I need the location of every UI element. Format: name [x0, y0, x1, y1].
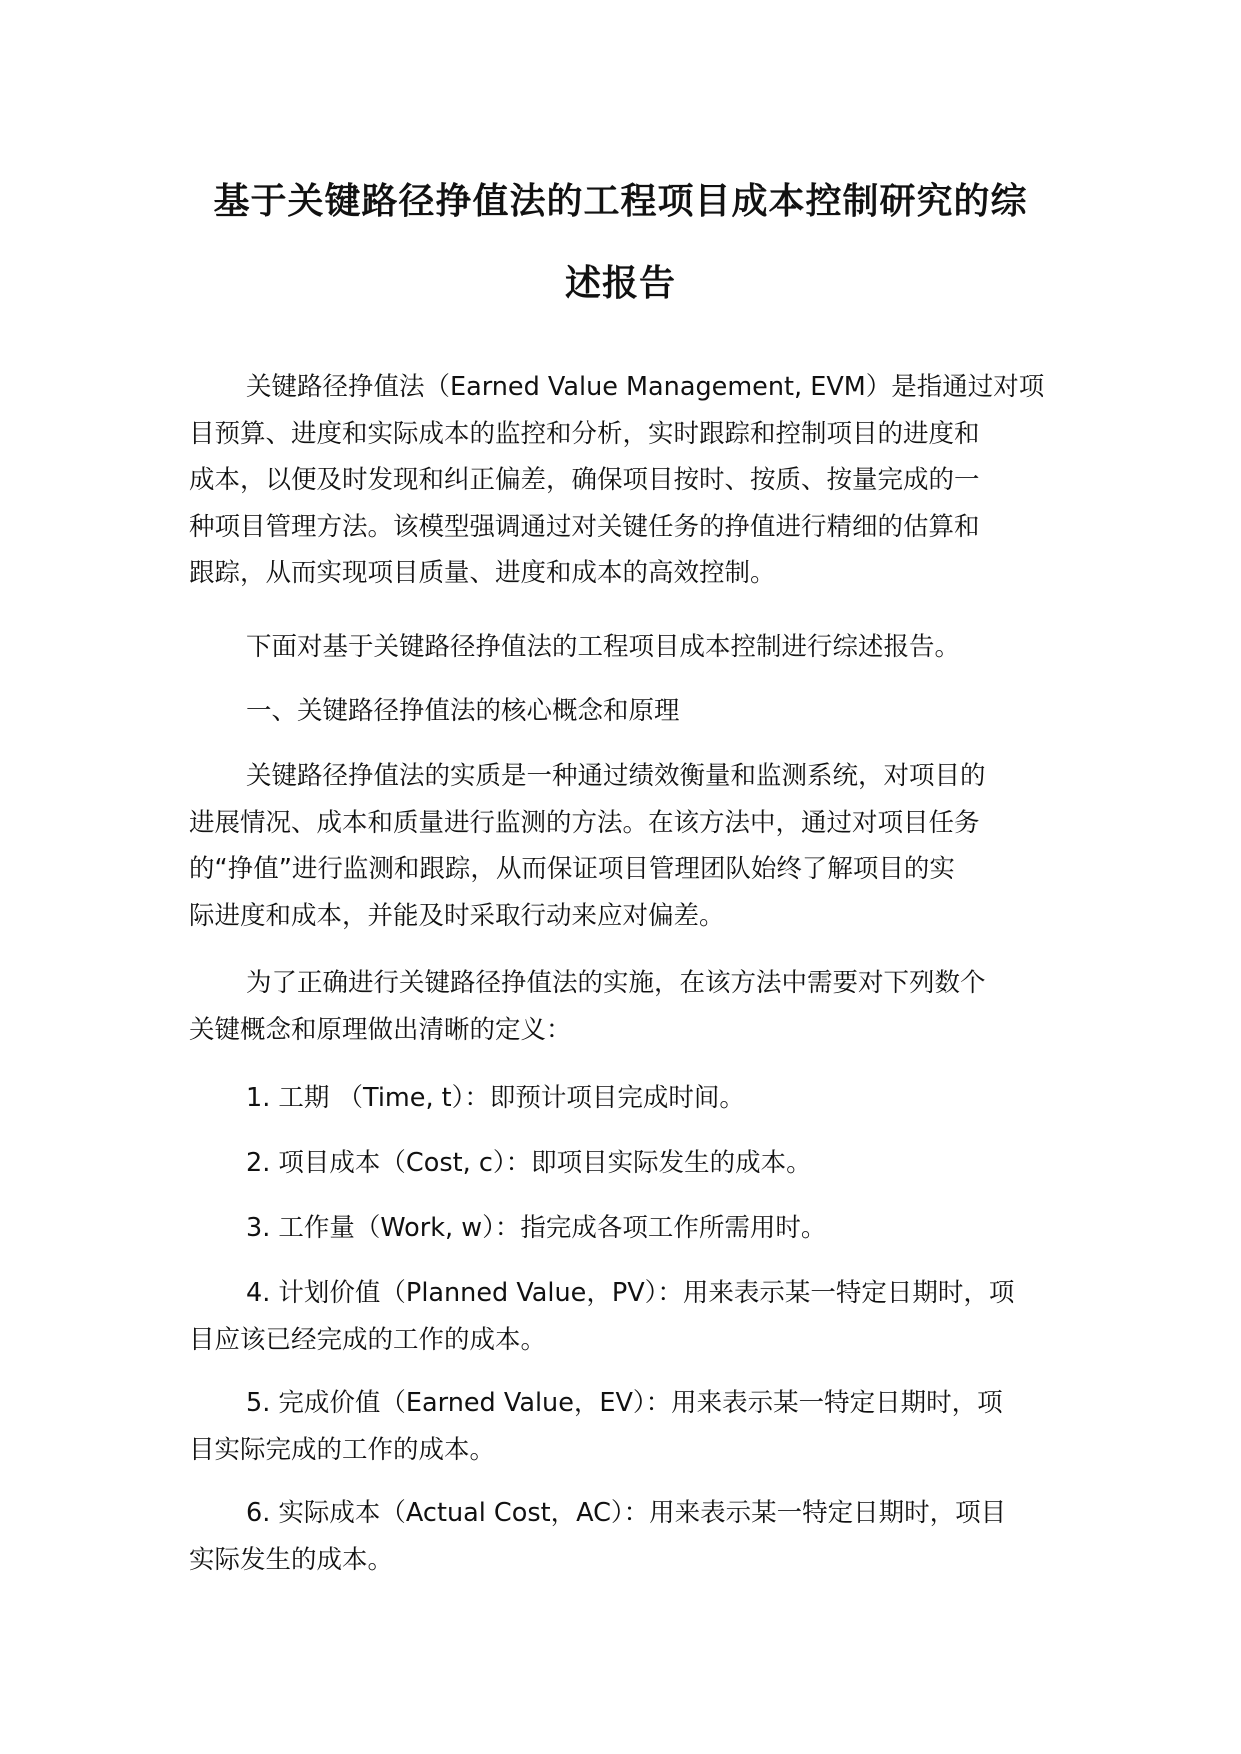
text-line: 跟踪，从而实现项目质量、进度和成本的高效控制。 — [189, 558, 776, 588]
list-item-cost — [189, 1140, 1049, 1187]
text-line: 3. 工作量（Work, w）：指完成各项工作所需用时。 — [246, 1213, 827, 1243]
text-line: 2. 项目成本（Cost, c）：即项目实际发生的成本。 — [246, 1148, 812, 1178]
text-line: 际进度和成本，并能及时采取行动来应对偏差。 — [189, 900, 725, 931]
text-line: 下面对基于关键路径挣值法的工程项目成本控制进行综述报告。 — [246, 632, 961, 662]
text-line: 种项目管理方法。该模型强调通过对关键任务的挣值进行精细的估算和 — [189, 511, 980, 542]
text-line: 进展情况、成本和质量进行监测的方法。在该方法中，通过对项目任务 — [189, 807, 980, 838]
text-line: 实际发生的成本。 — [189, 1544, 394, 1575]
text-line: 4. 计划价值（Planned Value，PV）：用来表示某一特定日期时，项 — [246, 1278, 1015, 1308]
document-title-line-2: 述报告 — [564, 263, 676, 304]
heading-text: 一、关键路径挣值法的核心概念和原理 — [246, 696, 680, 726]
list-item-actual-cost — [189, 1490, 1049, 1583]
list-item-time — [189, 1075, 1049, 1122]
text-line: 目预算、进度和实际成本的监控和分析，实时跟踪和控制项目的进度和 — [189, 418, 980, 449]
paragraph-intro — [189, 624, 1049, 671]
section-heading-1 — [189, 688, 1049, 735]
text-line: 目应该已经完成的工作的成本。 — [189, 1324, 547, 1355]
paragraph-essence — [189, 753, 1049, 939]
paragraph-definitions-intro — [189, 960, 1049, 1053]
text-line: 的“挣值”进行监测和跟踪，从而保证项目管理团队始终了解项目的实 — [189, 854, 955, 884]
text-line: 5. 完成价值（Earned Value，EV）：用来表示某一特定日期时，项 — [246, 1388, 1003, 1418]
text-line: 6. 实际成本（Actual Cost，AC）：用来表示某一特定日期时，项目 — [246, 1498, 1007, 1528]
document-title-line-1: 基于关键路径挣值法的工程项目成本控制研究的综 — [213, 181, 1028, 222]
text-line: 成本，以便及时发现和纠正偏差，确保项目按时、按质、按量完成的一 — [189, 465, 980, 495]
text-line: 目实际完成的工作的成本。 — [189, 1434, 496, 1465]
list-item-planned-value — [189, 1270, 1049, 1363]
text-line: 关键概念和原理做出清晰的定义： — [189, 1014, 572, 1045]
text-line: 关键路径挣值法的实质是一种通过绩效衡量和监测系统，对项目的 — [246, 761, 986, 791]
text-line: 为了正确进行关键路径挣值法的实施，在该方法中需要对下列数个 — [246, 968, 986, 998]
list-item-work — [189, 1205, 1049, 1252]
paragraph-evm-definition — [189, 364, 1049, 597]
text-line: 关键路径挣值法（Earned Value Management, EVM）是指通过对项 — [246, 372, 1045, 402]
text-line: 1. 工期 （Time, t）：即预计项目完成时间。 — [246, 1083, 745, 1113]
list-item-earned-value — [189, 1380, 1049, 1473]
